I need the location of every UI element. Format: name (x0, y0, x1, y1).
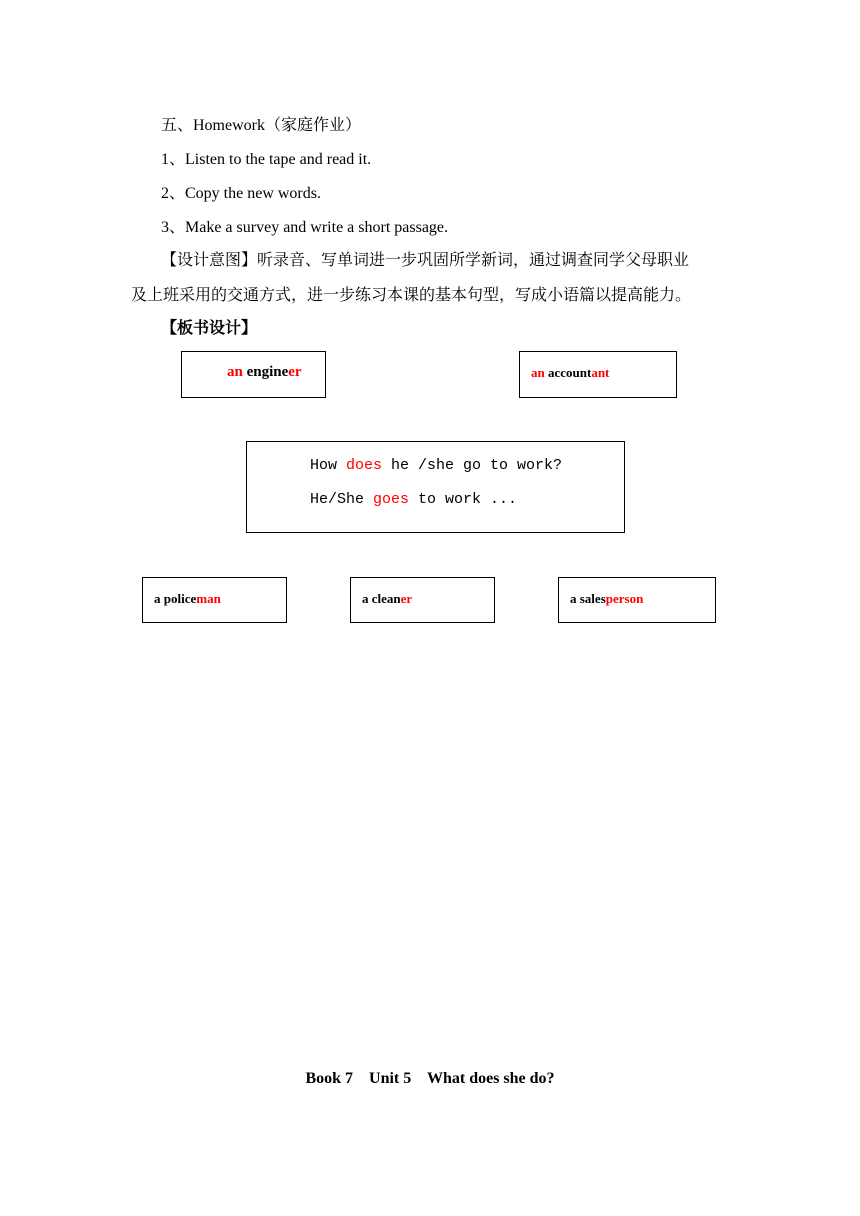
homework-item-1: 1、Listen to the tape and read it. (161, 151, 372, 168)
design-intent-line-1: 【设计意图】听录音、写单词进一步巩固所学新词，通过调查同学父母职业 (161, 252, 690, 269)
question-post: he /she go to work? (382, 457, 563, 474)
lesson-title: Book 7 Unit 5 What does she do? (305, 1070, 555, 1087)
word-box-accountant (519, 351, 677, 398)
design-intent-line-2: 及上班采用的交通方式，进一步练习本课的基本句型，写成小语篇以提高能力。 (131, 287, 692, 304)
suffix-ant: ant (591, 365, 610, 380)
question-pre: How (310, 457, 347, 474)
homework-heading: 五、Homework（家庭作业） (161, 117, 361, 134)
word-policeman (154, 591, 221, 607)
suffix-man: man (196, 591, 221, 606)
word-box-engineer (181, 351, 326, 398)
stem-police: a police (154, 591, 197, 606)
stem-engine: engine (242, 364, 289, 380)
word-cleaner (362, 591, 412, 607)
board-design-heading: 【板书设计】 (161, 320, 258, 337)
word-salesperson (570, 591, 643, 607)
homework-item-3: 3、Make a survey and write a short passage. (161, 219, 449, 236)
stem-account: account (544, 365, 592, 380)
suffix-er: er (400, 591, 413, 606)
question-sentence (310, 457, 562, 474)
word-box-policeman (142, 577, 287, 623)
answer-pre: He/She (310, 491, 374, 508)
answer-sentence (310, 491, 517, 508)
homework-item-2: 2、Copy the new words. (161, 185, 321, 202)
stem-clean: a clean (362, 591, 401, 606)
word-box-salesperson (558, 577, 716, 623)
suffix-person: person (605, 591, 644, 606)
suffix-er: er (288, 364, 302, 380)
answer-post: to work ... (409, 491, 518, 508)
article-an: an (531, 365, 545, 380)
word-box-cleaner (350, 577, 495, 623)
article-an: an (227, 364, 243, 380)
question-verb: does (346, 457, 383, 474)
sentence-box (246, 441, 625, 533)
answer-verb: goes (373, 491, 410, 508)
word-accountant (531, 365, 609, 381)
word-engineer (227, 364, 302, 381)
stem-sales: a sales (570, 591, 606, 606)
